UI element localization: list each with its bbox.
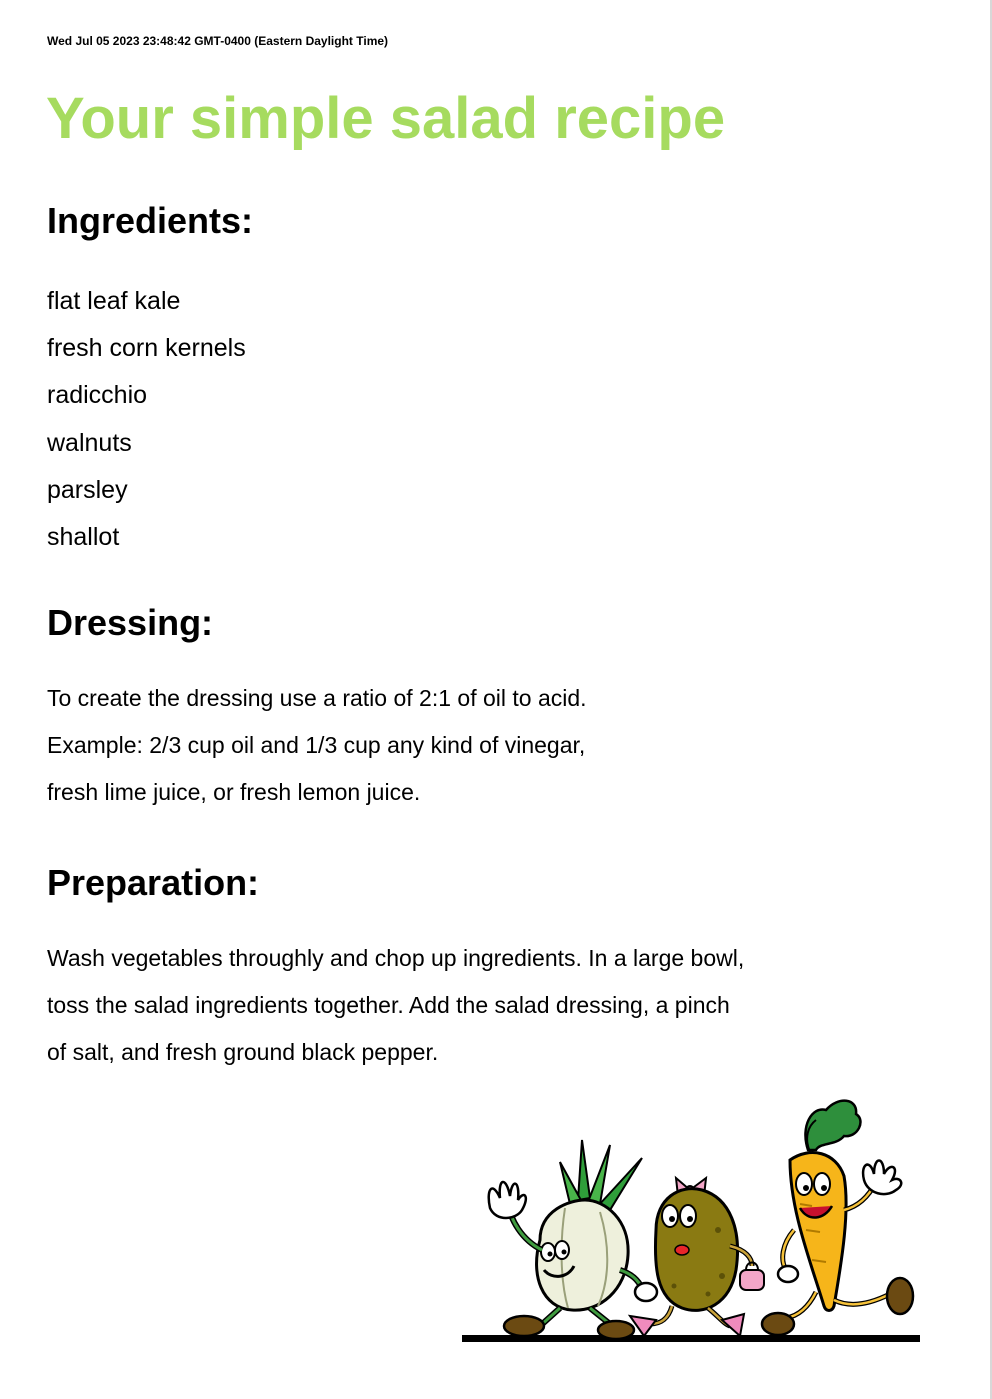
ingredients-list: [47, 278, 246, 561]
preparation-heading: Preparation:: [47, 862, 260, 903]
list-item: shallot: [47, 522, 120, 551]
onion-character: [489, 1140, 657, 1339]
preparation-text: [47, 935, 744, 1076]
ingredients-heading: Ingredients:: [47, 200, 254, 241]
list-item: radicchio: [47, 381, 148, 410]
list-item: walnuts: [47, 428, 132, 457]
dressing-text: [47, 675, 587, 816]
list-item: parsley: [47, 475, 128, 504]
potato-character: [630, 1178, 764, 1336]
dancing-vegetables-illustration: [460, 1080, 922, 1348]
dressing-line: To create the dressing use a ratio of 2:1 of oil to acid.: [47, 685, 587, 711]
dressing-heading: Dressing:: [47, 602, 214, 643]
preparation-line: of salt, and fresh ground black pepper.: [47, 1039, 439, 1065]
list-item: fresh corn kernels: [47, 334, 246, 363]
list-item: flat leaf kale: [47, 287, 181, 315]
dressing-line: fresh lime juice, or fresh lemon juice.: [47, 779, 421, 805]
carrot-character: [762, 1101, 913, 1335]
print-timestamp: Wed Jul 05 2023 23:48:42 GMT-0400 (Eastern Daylight Time): [47, 34, 389, 48]
preparation-line: toss the salad ingredients together. Add the salad dressing, a pinch: [47, 992, 730, 1018]
dressing-line: Example: 2/3 cup oil and 1/3 cup any kind of vinegar,: [47, 732, 586, 758]
preparation-line: Wash vegetables throughly and chop up ingredients. In a large bowl,: [47, 945, 745, 971]
page-title: Your simple salad recipe: [46, 86, 726, 151]
